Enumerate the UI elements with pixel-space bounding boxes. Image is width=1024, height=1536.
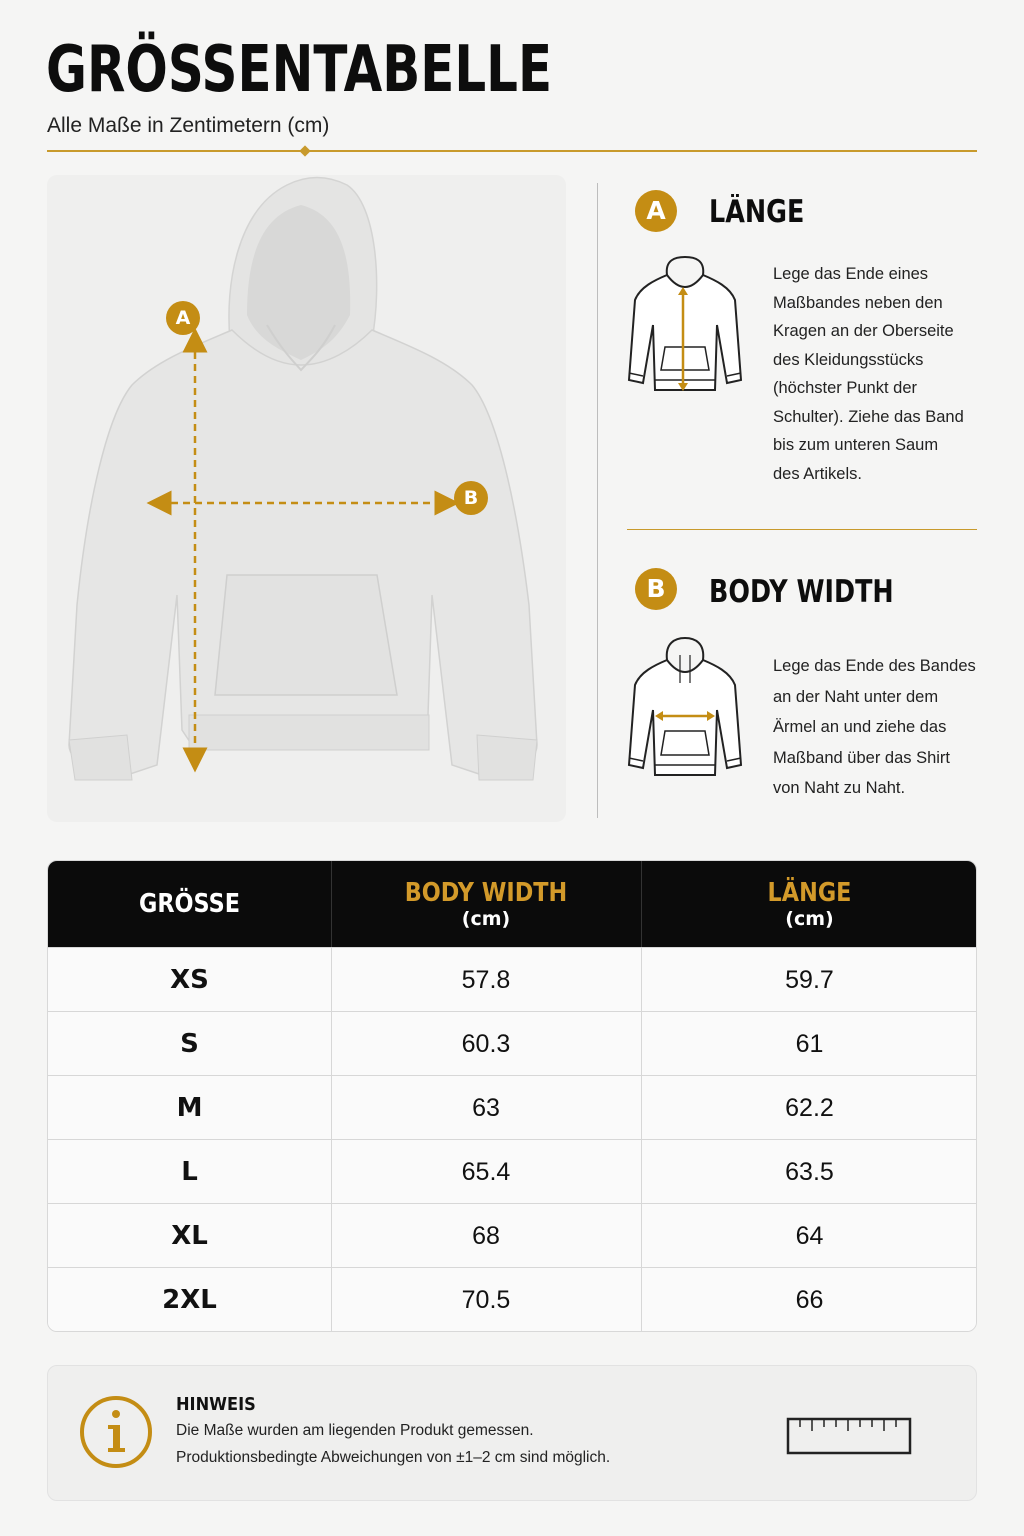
section-a-line: Kragen an der Oberseite — [773, 322, 954, 340]
section-b-text — [773, 651, 976, 804]
section-divider — [627, 529, 977, 530]
cell-body-width: 57.8 — [461, 966, 511, 994]
header-body-width-label: BODY WIDTH — [404, 878, 568, 908]
cell-length: 59.7 — [785, 966, 834, 994]
header-divider — [47, 150, 977, 152]
cell-length: 61 — [795, 1030, 824, 1058]
section-a-line: (höchster Punkt der — [773, 379, 917, 397]
cell-size: 2XL — [162, 1285, 217, 1315]
header-length-label: LÄNGE — [767, 878, 852, 908]
header-size-label: GRÖSSE — [138, 889, 241, 919]
table-row — [48, 1203, 977, 1267]
cell-body-width: 63 — [472, 1094, 500, 1122]
table-row — [48, 947, 977, 1011]
marker-b-label: B — [463, 487, 479, 509]
divider-diamond-icon — [299, 145, 310, 156]
section-a-text — [773, 260, 964, 488]
cell-size: S — [180, 1029, 199, 1059]
size-table — [47, 860, 977, 1332]
cell-length: 62.2 — [785, 1094, 834, 1122]
table-row — [48, 1139, 977, 1203]
section-a-badge: A — [635, 190, 677, 232]
header-size — [48, 861, 331, 947]
cell-body-width: 65.4 — [461, 1158, 511, 1186]
section-a-line: Schulter). Ziehe das Band — [773, 407, 964, 426]
section-a-title: LÄNGE — [709, 194, 805, 230]
note-title: HINWEIS — [176, 1394, 256, 1415]
cell-size: M — [176, 1093, 203, 1123]
page-title: GRÖSSENTABELLE — [46, 33, 553, 107]
note-box — [47, 1365, 977, 1501]
hoodie-photo-panel — [47, 175, 566, 822]
column-separator — [641, 947, 642, 1332]
page-subtitle: Alle Maße in Zentimetern (cm) — [47, 114, 330, 137]
table-row — [48, 1075, 977, 1139]
column-separator — [331, 947, 332, 1332]
note-line-1: Die Maße wurden am liegenden Produkt gemessen. — [176, 1422, 534, 1439]
cell-length: 64 — [795, 1222, 824, 1250]
table-row — [48, 1011, 977, 1075]
table-row — [48, 1267, 977, 1331]
ruler-icon — [786, 1417, 912, 1455]
section-b-line: Ärmel an und ziehe das — [773, 718, 947, 736]
section-a-line: Maßbandes neben den — [773, 293, 943, 312]
cell-size: XL — [171, 1221, 208, 1251]
note-line-2: Produktionsbedingte Abweichungen von ±1–2 cm sind möglich. — [176, 1449, 611, 1466]
cell-length: 66 — [795, 1286, 824, 1314]
cell-body-width: 60.3 — [461, 1030, 511, 1058]
vertical-divider — [597, 183, 598, 818]
hoodie-width-diagram-icon — [625, 635, 745, 780]
hoodie-length-diagram-icon — [625, 255, 745, 400]
hoodie-illustration — [47, 175, 566, 822]
header-length — [641, 861, 977, 947]
section-a-line: des Artikels. — [773, 464, 862, 483]
section-a-line: des Kleidungsstücks — [773, 350, 924, 369]
cell-length: 63.5 — [785, 1158, 834, 1186]
cell-size: XS — [170, 965, 209, 995]
cell-size: L — [181, 1157, 198, 1187]
cell-body-width: 68 — [472, 1222, 500, 1250]
section-b-line: Maßband über das Shirt — [773, 748, 951, 767]
cell-body-width: 70.5 — [461, 1286, 511, 1314]
section-b-line: von Naht zu Naht. — [773, 779, 906, 797]
section-a-line: Lege das Ende eines — [773, 265, 929, 283]
info-icon — [78, 1394, 154, 1470]
marker-a-label: A — [175, 307, 191, 329]
section-b-title: BODY WIDTH — [709, 574, 894, 610]
header-length-unit: (cm) — [785, 908, 834, 930]
header-body-width-unit: (cm) — [461, 908, 511, 930]
section-b-line: Lege das Ende des Bandes — [773, 657, 976, 675]
section-b-line: an der Naht unter dem — [773, 687, 939, 706]
header-body-width — [331, 861, 641, 947]
table-header — [48, 861, 977, 947]
section-a-line: bis zum unteren Saum — [773, 436, 939, 454]
section-b-badge: B — [635, 568, 677, 610]
